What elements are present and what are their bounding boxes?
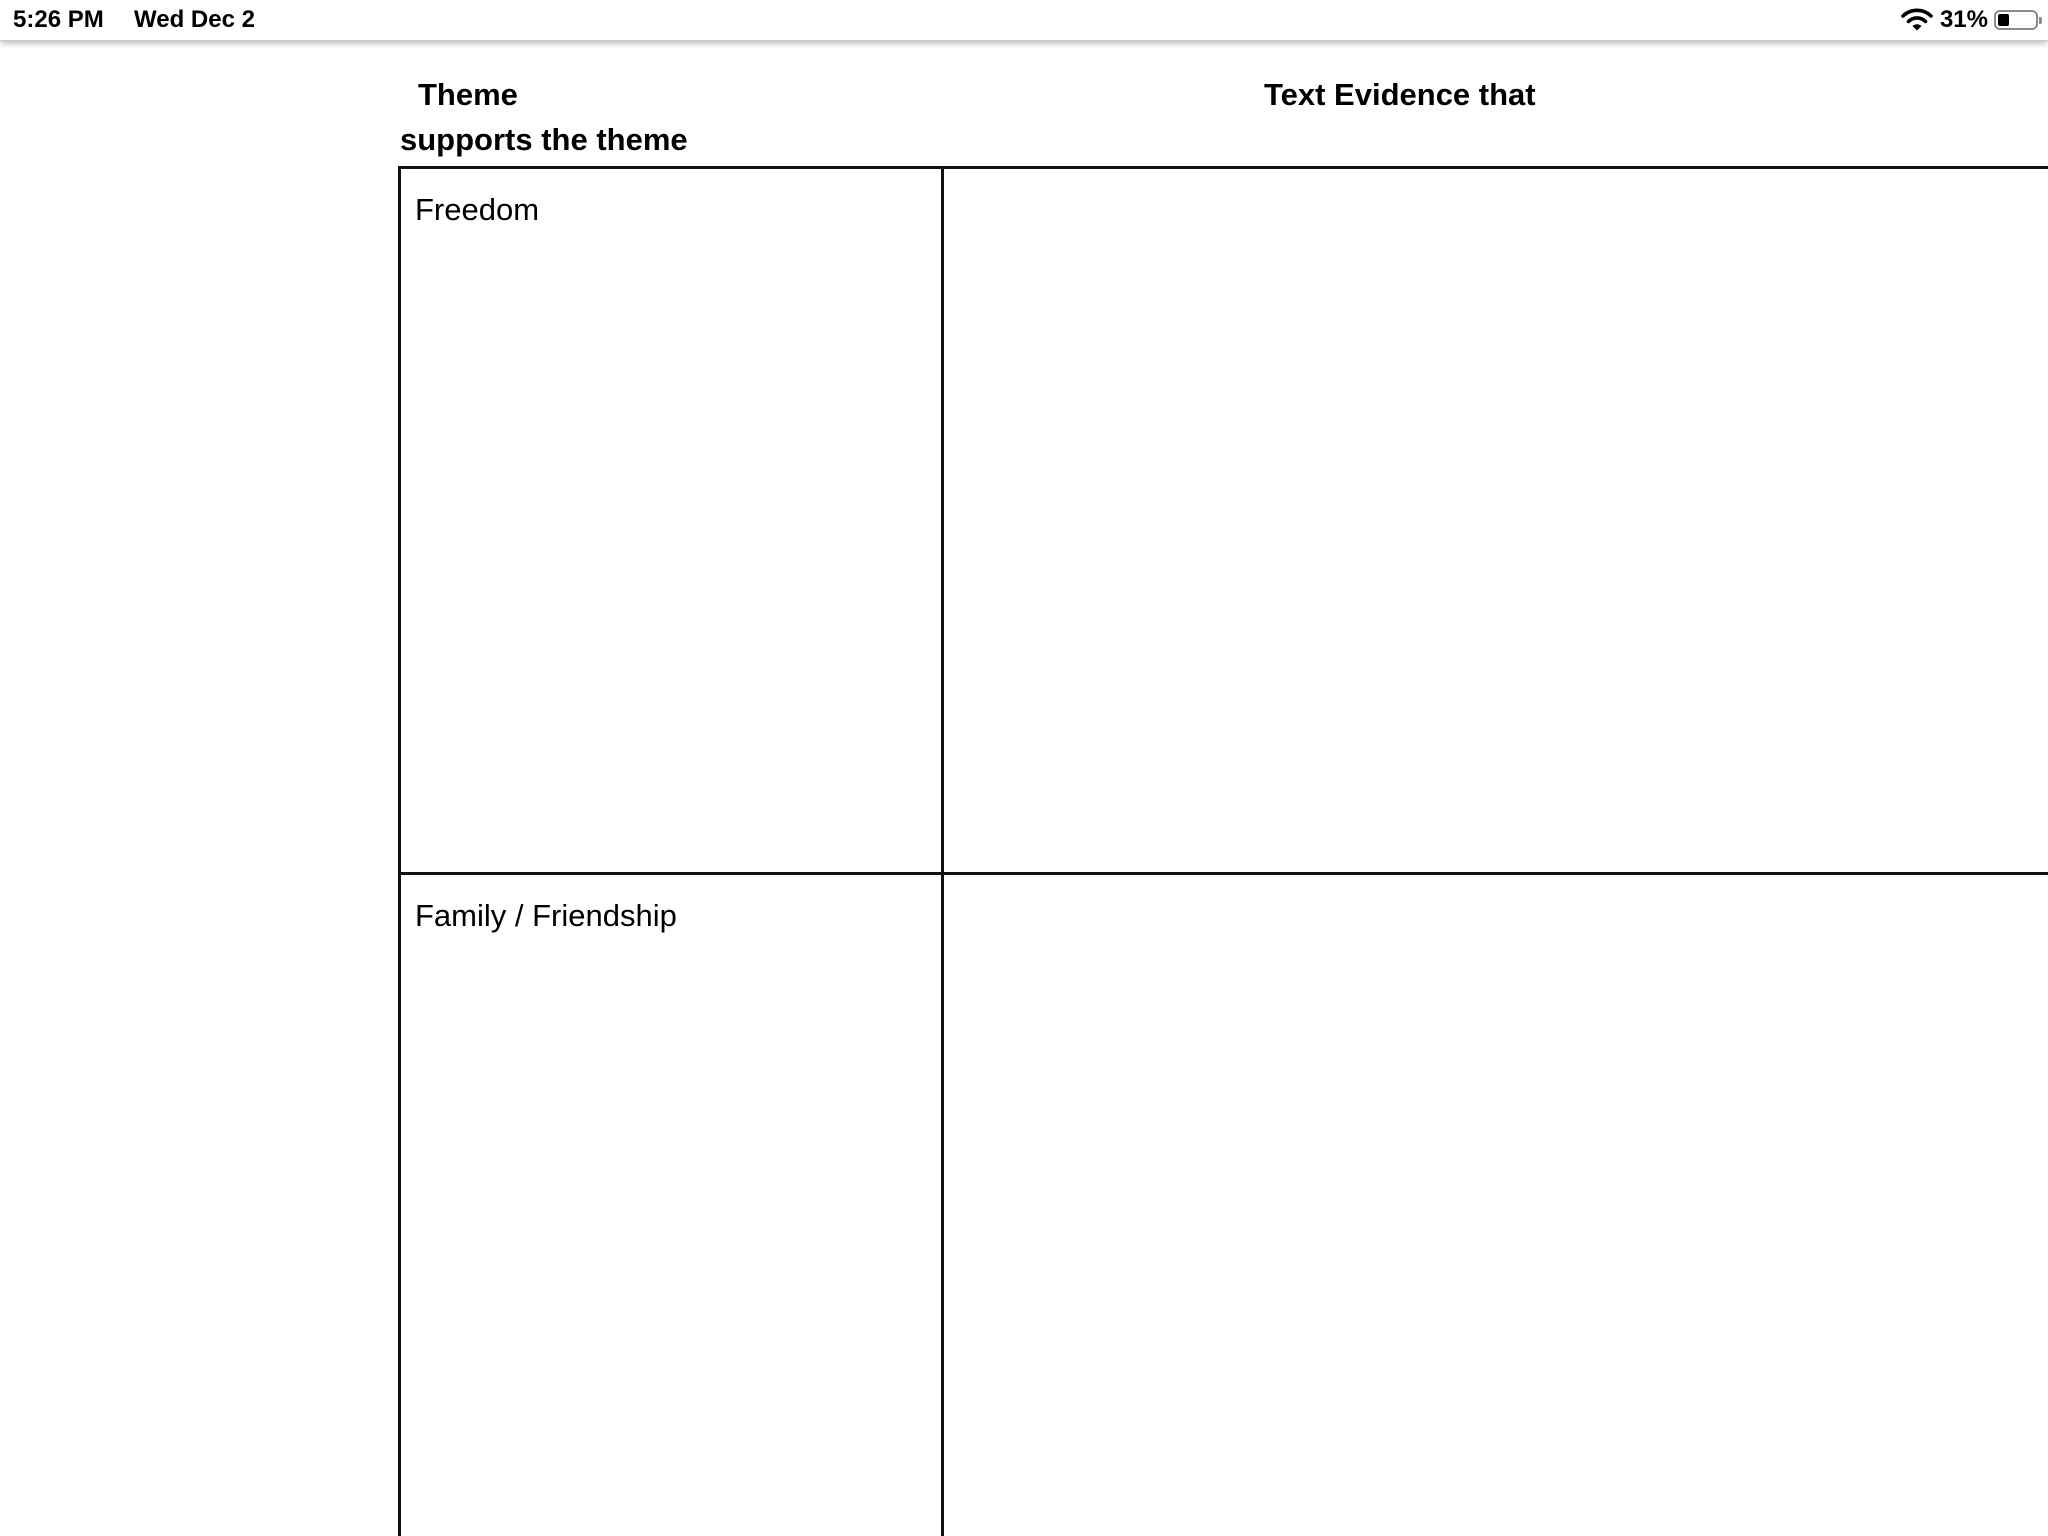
status-date: Wed Dec 2 (134, 6, 255, 33)
status-indicators (1901, 5, 2038, 35)
column-header-supports-theme: supports the theme (400, 122, 688, 157)
battery-level-fill (1998, 14, 2009, 26)
evidence-text (944, 169, 2048, 191)
theme-cell[interactable] (400, 168, 943, 874)
evidence-cell[interactable] (943, 874, 2048, 1536)
theme-label-family-friendship: Family / Friendship (415, 898, 677, 933)
theme-cell[interactable] (400, 874, 943, 1536)
column-header-theme: Theme (418, 77, 518, 112)
battery-percent: 31% (1939, 6, 1988, 33)
theme-evidence-table (398, 166, 2048, 1536)
theme-label-freedom: Freedom (415, 192, 540, 227)
wifi-icon (1901, 7, 1933, 33)
status-time: 5:26 PM (13, 6, 104, 33)
battery-icon (1994, 10, 2038, 30)
evidence-cell[interactable] (943, 168, 2048, 874)
table-row (400, 168, 2048, 874)
column-header-text-evidence: Text Evidence that (1264, 77, 1536, 112)
table-row (400, 874, 2048, 1536)
evidence-text (944, 875, 2048, 897)
status-bar (0, 0, 2048, 41)
battery-cap (2039, 17, 2042, 24)
